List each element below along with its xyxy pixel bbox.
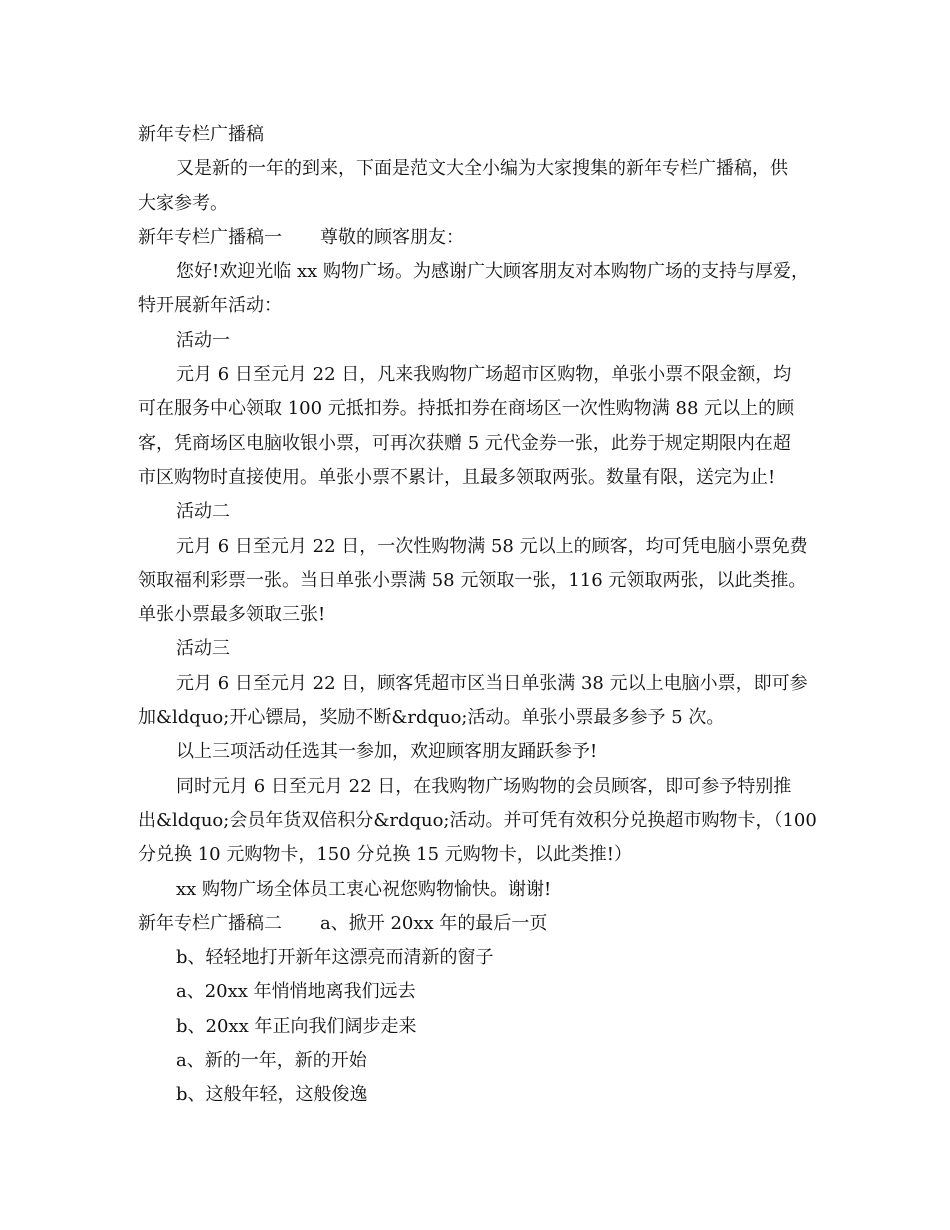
activity1-line: 市区购物时直接使用。单张小票不累计，且最多领取两张。数量有限，送完为止! — [138, 466, 776, 488]
activity3-line: 元月 6 日至元月 22 日，顾客凭超市区当日单张满 38 元以上电脑小票，即可参 — [176, 672, 808, 694]
choose-one-line: 以上三项活动任选其一参加，欢迎顾客朋友踊跃参予! — [176, 741, 598, 763]
member-line: 分兑换 10 元购物卡，150 分兑换 15 元购物卡，以此类推!） — [138, 844, 633, 866]
activity2-heading: 活动二 — [176, 501, 230, 523]
section1-heading-row — [138, 221, 818, 255]
document-body — [138, 118, 818, 1113]
activity3-heading: 活动三 — [176, 638, 230, 660]
greeting-line: 特开展新年活动： — [138, 295, 282, 317]
activity2-line: 单张小票最多领取三张! — [138, 604, 326, 626]
member-line: 同时元月 6 日至元月 22 日，在我购物广场购物的会员顾客，即可参予特别推 — [176, 775, 792, 797]
section2-line: b、轻轻地打开新年这漂亮而清新的窗子 — [176, 947, 494, 969]
greeting-line: 您好!欢迎光临 xx 购物广场。为感谢广大顾客朋友对本购物广场的支持与厚爱， — [176, 261, 809, 283]
activity1-line: 可在服务中心领取 100 元抵扣券。持抵扣券在商场区一次性购物满 88 元以上的顾 — [138, 398, 795, 420]
section1-heading: 新年专栏广播稿一 — [138, 226, 282, 248]
activity1-line: 客，凭商场区电脑收银小票，可再次获赠 5 元代金券一张，此券于规定期限内在超 — [138, 432, 791, 454]
section2-line: a、掀开 20xx 年的最后一页 — [320, 912, 548, 934]
section2-heading: 新年专栏广播稿二 — [138, 912, 282, 934]
document-title: 新年专栏广播稿 — [138, 124, 264, 145]
section1-salutation: 尊敬的顾客朋友： — [320, 226, 464, 248]
section2-line: a、20xx 年悄悄地离我们远去 — [176, 981, 416, 1003]
section2-heading-row — [138, 907, 818, 941]
activity2-line: 领取福利彩票一张。当日单张小票满 58 元领取一张，116 元领取两张，以此类推。 — [138, 569, 807, 591]
intro-line: 又是新的一年的到来，下面是范文大全小编为大家搜集的新年专栏广播稿，供 — [176, 158, 788, 180]
activity3-line: 加&ldquo;开心镖局，奖励不断&rdquo;活动。单张小票最多参予 5 次。 — [138, 707, 725, 729]
section2-line: a、新的一年，新的开始 — [176, 1050, 367, 1072]
activity2-line: 元月 6 日至元月 22 日，一次性购物满 58 元以上的顾客，均可凭电脑小票免费 — [176, 535, 808, 557]
section2-line: b、这般年轻，这般俊逸 — [176, 1084, 368, 1106]
activity1-line: 元月 6 日至元月 22 日，凡来我购物广场超市区购物，单张小票不限金额，均 — [176, 364, 792, 386]
intro-line: 大家参考。 — [138, 192, 228, 214]
member-line: 出&ldquo;会员年货双倍积分&rdquo;活动。并可凭有效积分兑换超市购物卡，（100 — [138, 809, 817, 831]
activity1-heading: 活动一 — [176, 329, 230, 351]
section2-line: b、20xx 年正向我们阔步走来 — [176, 1015, 417, 1037]
closing-line: xx 购物广场全体员工衷心祝您购物愉快。谢谢! — [176, 878, 552, 900]
